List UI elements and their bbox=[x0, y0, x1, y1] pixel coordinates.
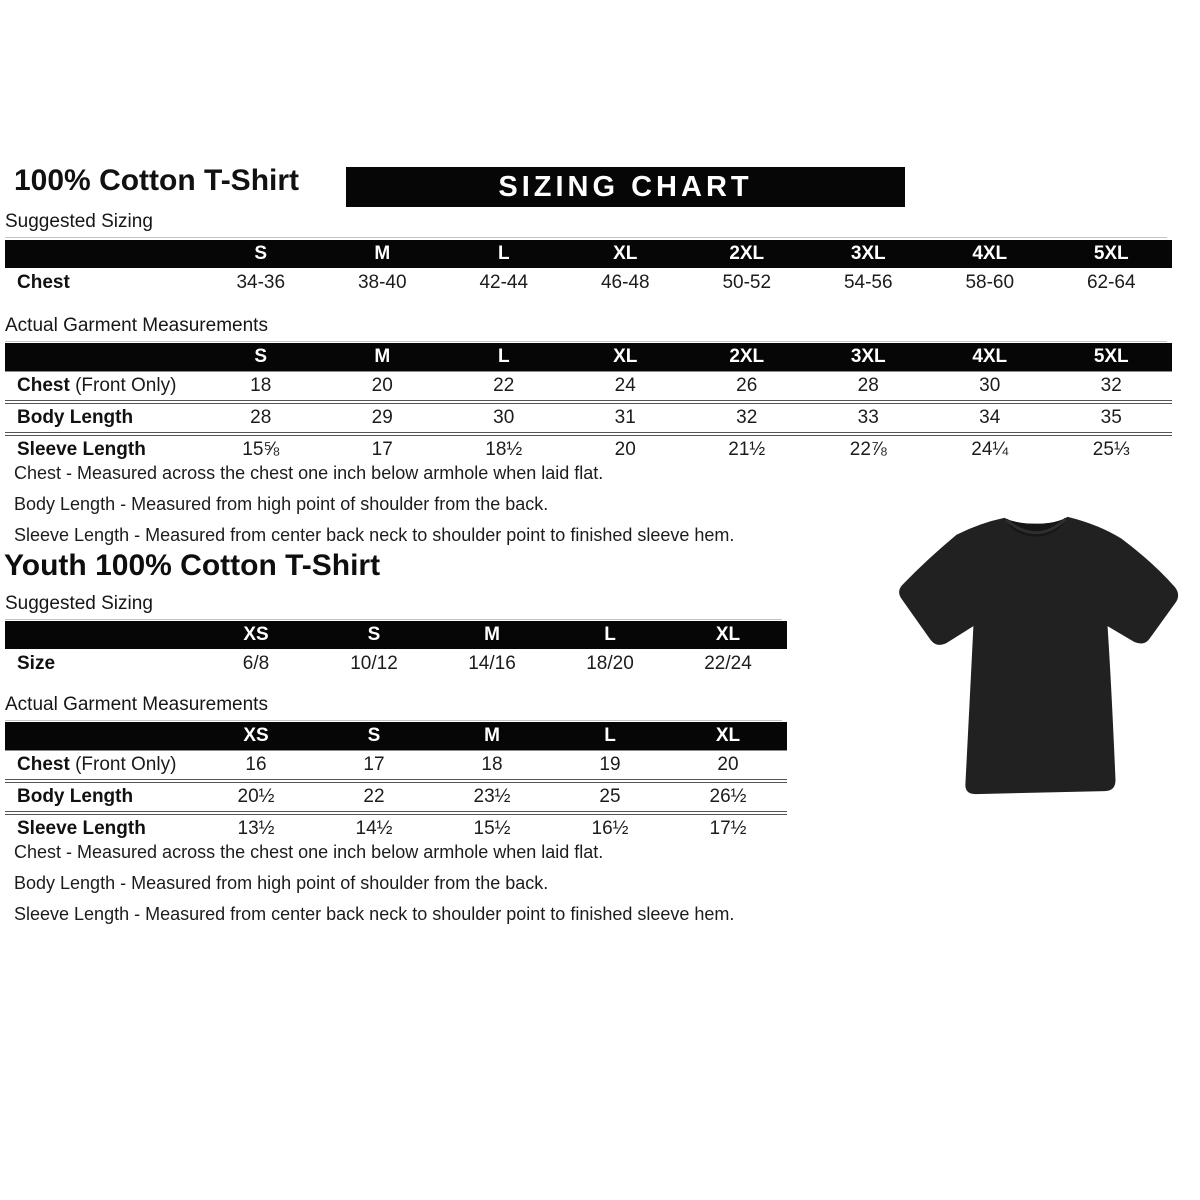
row-label: Chest (Front Only) bbox=[17, 754, 177, 775]
table-cell: 20½ bbox=[237, 786, 275, 807]
table-cell: 20 bbox=[371, 375, 393, 396]
table-cell: 16½ bbox=[591, 818, 629, 839]
column-header: XL bbox=[613, 346, 638, 367]
table-row bbox=[5, 750, 787, 779]
table-cell: 18½ bbox=[485, 439, 523, 460]
column-header: XL bbox=[715, 725, 741, 746]
column-header: S bbox=[367, 725, 381, 746]
column-header: M bbox=[484, 624, 500, 645]
row-label: Sleeve Length bbox=[17, 439, 146, 460]
table-cell: 28 bbox=[250, 407, 272, 428]
table-cell: 25 bbox=[599, 786, 621, 807]
table-row bbox=[5, 268, 1172, 298]
column-header: M bbox=[374, 346, 391, 367]
column-header: 5XL bbox=[1093, 243, 1129, 264]
column-header: M bbox=[374, 243, 391, 264]
table-cell: 22 bbox=[363, 786, 385, 807]
youth-suggested-sizing-table bbox=[5, 621, 787, 679]
column-header: M bbox=[484, 725, 500, 746]
column-header: XS bbox=[243, 624, 269, 645]
youth-suggested-sizing-label: Suggested Sizing bbox=[5, 593, 782, 620]
adult-actual-measurements-table bbox=[5, 343, 1172, 464]
table-cell: 22/24 bbox=[704, 653, 752, 674]
table-cell: 19 bbox=[599, 754, 621, 775]
column-header: L bbox=[604, 725, 616, 746]
youth-actual-measurements-table bbox=[5, 722, 787, 843]
row-label: Chest bbox=[17, 272, 70, 293]
table-cell: 20 bbox=[614, 439, 636, 460]
table-row bbox=[5, 649, 787, 679]
table-cell: 13½ bbox=[237, 818, 275, 839]
table-row bbox=[5, 811, 787, 843]
black-tshirt-image bbox=[885, 488, 1187, 806]
youth-actual-measurements-label: Actual Garment Measurements bbox=[5, 694, 782, 721]
table-cell: 6/8 bbox=[242, 653, 270, 674]
sizing-chart-banner bbox=[346, 167, 905, 207]
adult-suggested-sizing-table bbox=[5, 240, 1172, 298]
column-header: L bbox=[497, 346, 510, 367]
table-cell: 17 bbox=[371, 439, 393, 460]
tshirt-graphic bbox=[885, 488, 1187, 806]
table-header-row bbox=[5, 621, 787, 649]
note-sleeve-length: Sleeve Length - Measured from center back neck to shoulder point to finished sleeve hem. bbox=[14, 904, 735, 924]
table-cell: 34-36 bbox=[236, 272, 286, 293]
table-cell: 26½ bbox=[709, 786, 747, 807]
table-cell: 32 bbox=[1100, 375, 1122, 396]
table-cell: 58-60 bbox=[965, 272, 1015, 293]
column-header: 4XL bbox=[972, 243, 1008, 264]
table-cell: 50-52 bbox=[722, 272, 772, 293]
column-header: XL bbox=[715, 624, 741, 645]
table-cell: 16 bbox=[245, 754, 267, 775]
table-cell: 42-44 bbox=[479, 272, 529, 293]
table-cell: 38-40 bbox=[357, 272, 407, 293]
column-header: 3XL bbox=[850, 346, 886, 367]
table-cell: 25⅓ bbox=[1092, 439, 1130, 460]
column-header: S bbox=[367, 624, 381, 645]
table-row bbox=[5, 779, 787, 811]
column-header: L bbox=[497, 243, 510, 264]
column-header: S bbox=[254, 243, 268, 264]
row-label: Size bbox=[17, 653, 56, 674]
table-header-row bbox=[5, 722, 787, 750]
table-cell: 22⅞ bbox=[849, 439, 887, 460]
table-cell: 17½ bbox=[709, 818, 747, 839]
table-cell: 34 bbox=[979, 407, 1001, 428]
adult-suggested-sizing-label: Suggested Sizing bbox=[5, 211, 1167, 238]
table-row bbox=[5, 432, 1172, 464]
table-row bbox=[5, 371, 1172, 400]
table-cell: 18/20 bbox=[586, 653, 634, 674]
table-cell: 10/12 bbox=[350, 653, 398, 674]
row-label: Sleeve Length bbox=[17, 818, 146, 839]
adult-actual-measurements-label: Actual Garment Measurements bbox=[5, 315, 1167, 342]
table-row bbox=[5, 400, 1172, 432]
table-cell: 20 bbox=[717, 754, 739, 775]
column-header: L bbox=[604, 624, 616, 645]
note-body-length: Body Length - Measured from high point of shoulder from the back. bbox=[14, 494, 549, 514]
table-cell: 22 bbox=[493, 375, 515, 396]
table-cell: 29 bbox=[371, 407, 393, 428]
table-cell: 54-56 bbox=[843, 272, 893, 293]
note-chest: Chest - Measured across the chest one inch below armhole when laid flat. bbox=[14, 463, 604, 483]
column-header: XS bbox=[243, 725, 269, 746]
row-label: Body Length bbox=[17, 786, 134, 807]
table-cell: 17 bbox=[363, 754, 385, 775]
note-sleeve-length: Sleeve Length - Measured from center back neck to shoulder point to finished sleeve hem. bbox=[14, 525, 735, 545]
column-header: 2XL bbox=[729, 243, 765, 264]
table-cell: 15½ bbox=[473, 818, 511, 839]
table-cell: 32 bbox=[736, 407, 758, 428]
table-header-row bbox=[5, 343, 1172, 371]
page-title: 100% Cotton T-Shirt bbox=[14, 164, 300, 197]
table-cell: 15⅝ bbox=[242, 439, 280, 460]
table-cell: 62-64 bbox=[1086, 272, 1136, 293]
column-header: 3XL bbox=[850, 243, 886, 264]
table-cell: 24¼ bbox=[971, 439, 1009, 460]
banner-title: SIZING CHART bbox=[498, 170, 753, 203]
youth-section-title: Youth 100% Cotton T-Shirt bbox=[4, 549, 381, 582]
table-cell: 35 bbox=[1100, 407, 1122, 428]
column-header: XL bbox=[613, 243, 638, 264]
table-cell: 24 bbox=[614, 375, 636, 396]
table-cell: 23½ bbox=[473, 786, 511, 807]
table-cell: 33 bbox=[857, 407, 879, 428]
column-header: 5XL bbox=[1093, 346, 1129, 367]
row-label: Chest (Front Only) bbox=[17, 375, 177, 396]
adult-measurement-notes bbox=[14, 463, 734, 556]
note-chest: Chest - Measured across the chest one inch below armhole when laid flat. bbox=[14, 842, 604, 862]
table-cell: 26 bbox=[736, 375, 758, 396]
table-cell: 46-48 bbox=[600, 272, 650, 293]
table-cell: 18 bbox=[250, 375, 272, 396]
table-cell: 21½ bbox=[728, 439, 766, 460]
table-cell: 14½ bbox=[355, 818, 393, 839]
note-body-length: Body Length - Measured from high point of shoulder from the back. bbox=[14, 873, 549, 893]
table-cell: 30 bbox=[979, 375, 1001, 396]
column-header: 2XL bbox=[729, 346, 765, 367]
column-header: 4XL bbox=[972, 346, 1008, 367]
youth-measurement-notes bbox=[14, 842, 734, 935]
table-cell: 28 bbox=[857, 375, 879, 396]
table-cell: 30 bbox=[493, 407, 515, 428]
column-header: S bbox=[254, 346, 268, 367]
table-cell: 18 bbox=[481, 754, 503, 775]
row-label: Body Length bbox=[17, 407, 134, 428]
table-header-row bbox=[5, 240, 1172, 268]
table-cell: 31 bbox=[614, 407, 636, 428]
table-cell: 14/16 bbox=[468, 653, 516, 674]
